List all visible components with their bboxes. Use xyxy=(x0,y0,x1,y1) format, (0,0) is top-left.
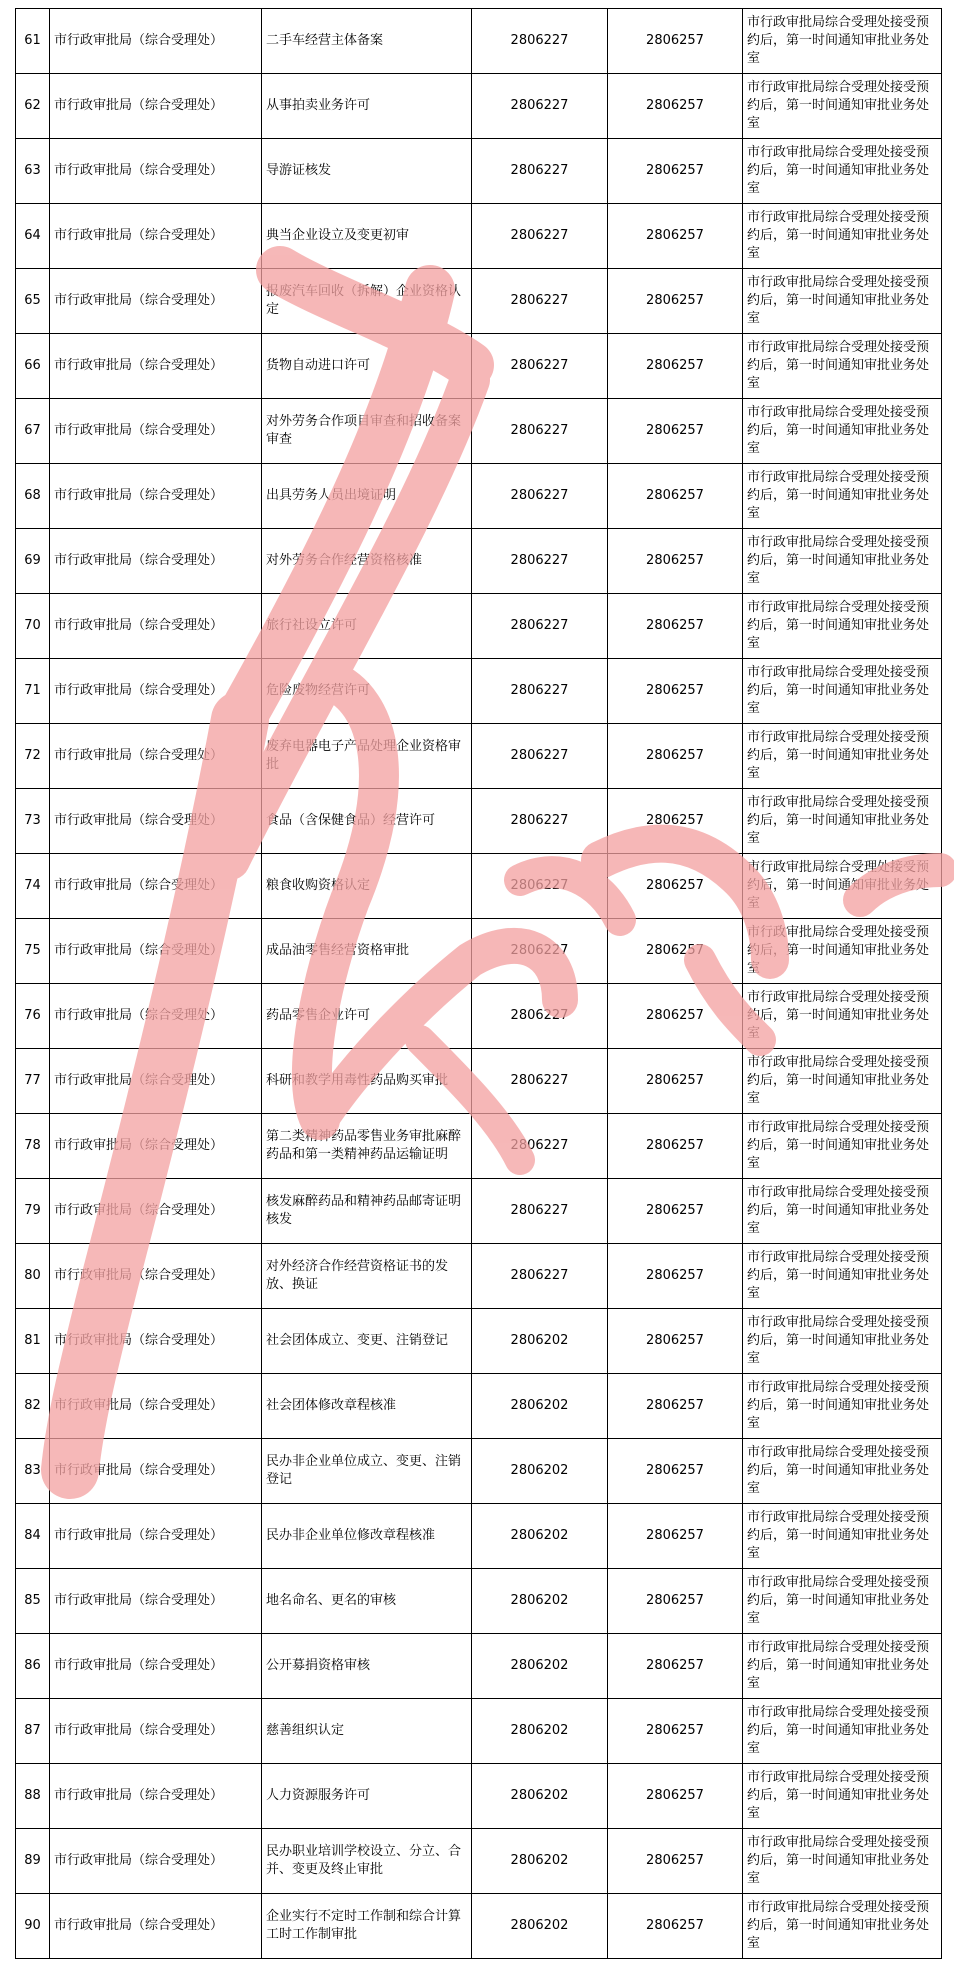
phone-cell-1: 2806227 xyxy=(472,1114,608,1179)
note-cell: 市行政审批局综合受理处接受预约后，第一时间通知审批业务处室 xyxy=(743,1374,942,1439)
phone-cell-1: 2806202 xyxy=(472,1894,608,1959)
service-item-cell: 药品零售企业许可 xyxy=(262,984,472,1049)
service-item-cell: 从事拍卖业务许可 xyxy=(262,74,472,139)
service-item-cell: 慈善组织认定 xyxy=(262,1699,472,1764)
phone-cell-2: 2806257 xyxy=(608,74,743,139)
phone-cell-1: 2806227 xyxy=(472,399,608,464)
row-number: 78 xyxy=(16,1114,50,1179)
service-item-cell: 公开募捐资格审核 xyxy=(262,1634,472,1699)
phone-cell-1: 2806202 xyxy=(472,1504,608,1569)
phone-cell-1: 2806202 xyxy=(472,1374,608,1439)
service-item-cell: 废弃电器电子产品处理企业资格审批 xyxy=(262,724,472,789)
phone-cell-1: 2806202 xyxy=(472,1309,608,1374)
note-cell: 市行政审批局综合受理处接受预约后，第一时间通知审批业务处室 xyxy=(743,1699,942,1764)
note-cell: 市行政审批局综合受理处接受预约后，第一时间通知审批业务处室 xyxy=(743,594,942,659)
department-cell: 市行政审批局（综合受理处） xyxy=(50,1699,262,1764)
phone-cell-2: 2806257 xyxy=(608,1309,743,1374)
note-cell: 市行政审批局综合受理处接受预约后，第一时间通知审批业务处室 xyxy=(743,529,942,594)
row-number: 86 xyxy=(16,1634,50,1699)
table-row xyxy=(16,1179,942,1244)
service-item-cell: 社会团体修改章程核准 xyxy=(262,1374,472,1439)
table-row xyxy=(16,659,942,724)
department-cell: 市行政审批局（综合受理处） xyxy=(50,854,262,919)
department-cell: 市行政审批局（综合受理处） xyxy=(50,529,262,594)
department-cell: 市行政审批局（综合受理处） xyxy=(50,1569,262,1634)
service-table xyxy=(15,8,942,1959)
phone-cell-2: 2806257 xyxy=(608,399,743,464)
phone-cell-1: 2806227 xyxy=(472,854,608,919)
note-cell: 市行政审批局综合受理处接受预约后，第一时间通知审批业务处室 xyxy=(743,984,942,1049)
service-item-cell: 典当企业设立及变更初审 xyxy=(262,204,472,269)
table-row xyxy=(16,1049,942,1114)
note-cell: 市行政审批局综合受理处接受预约后，第一时间通知审批业务处室 xyxy=(743,1244,942,1309)
department-cell: 市行政审批局（综合受理处） xyxy=(50,1439,262,1504)
table-row xyxy=(16,1764,942,1829)
row-number: 81 xyxy=(16,1309,50,1374)
note-cell: 市行政审批局综合受理处接受预约后，第一时间通知审批业务处室 xyxy=(743,269,942,334)
row-number: 76 xyxy=(16,984,50,1049)
department-cell: 市行政审批局（综合受理处） xyxy=(50,1894,262,1959)
row-number: 77 xyxy=(16,1049,50,1114)
note-cell: 市行政审批局综合受理处接受预约后，第一时间通知审批业务处室 xyxy=(743,1894,942,1959)
phone-cell-1: 2806202 xyxy=(472,1569,608,1634)
row-number: 82 xyxy=(16,1374,50,1439)
table-row xyxy=(16,594,942,659)
phone-cell-1: 2806227 xyxy=(472,984,608,1049)
phone-cell-1: 2806227 xyxy=(472,659,608,724)
row-number: 84 xyxy=(16,1504,50,1569)
phone-cell-1: 2806227 xyxy=(472,724,608,789)
table-row xyxy=(16,139,942,204)
table-row xyxy=(16,529,942,594)
department-cell: 市行政审批局（综合受理处） xyxy=(50,594,262,659)
phone-cell-2: 2806257 xyxy=(608,269,743,334)
phone-cell-2: 2806257 xyxy=(608,1244,743,1309)
phone-cell-1: 2806227 xyxy=(472,919,608,984)
table-row xyxy=(16,1829,942,1894)
service-item-cell: 民办非企业单位成立、变更、注销登记 xyxy=(262,1439,472,1504)
service-item-cell: 民办非企业单位修改章程核准 xyxy=(262,1504,472,1569)
table-row xyxy=(16,789,942,854)
table-row xyxy=(16,1374,942,1439)
table-row xyxy=(16,1569,942,1634)
phone-cell-1: 2806227 xyxy=(472,529,608,594)
note-cell: 市行政审批局综合受理处接受预约后，第一时间通知审批业务处室 xyxy=(743,659,942,724)
department-cell: 市行政审批局（综合受理处） xyxy=(50,399,262,464)
phone-cell-2: 2806257 xyxy=(608,204,743,269)
department-cell: 市行政审批局（综合受理处） xyxy=(50,789,262,854)
phone-cell-1: 2806227 xyxy=(472,1244,608,1309)
service-item-cell: 科研和教学用毒性药品购买审批 xyxy=(262,1049,472,1114)
service-item-cell: 成品油零售经营资格审批 xyxy=(262,919,472,984)
service-item-cell: 出具劳务人员出境证明 xyxy=(262,464,472,529)
row-number: 83 xyxy=(16,1439,50,1504)
table-row xyxy=(16,334,942,399)
phone-cell-2: 2806257 xyxy=(608,464,743,529)
phone-cell-1: 2806227 xyxy=(472,9,608,74)
table-row xyxy=(16,1634,942,1699)
department-cell: 市行政审批局（综合受理处） xyxy=(50,334,262,399)
note-cell: 市行政审批局综合受理处接受预约后，第一时间通知审批业务处室 xyxy=(743,724,942,789)
service-item-cell: 危险废物经营许可 xyxy=(262,659,472,724)
phone-cell-2: 2806257 xyxy=(608,1374,743,1439)
service-item-cell: 地名命名、更名的审核 xyxy=(262,1569,472,1634)
note-cell: 市行政审批局综合受理处接受预约后，第一时间通知审批业务处室 xyxy=(743,139,942,204)
note-cell: 市行政审批局综合受理处接受预约后，第一时间通知审批业务处室 xyxy=(743,464,942,529)
phone-cell-2: 2806257 xyxy=(608,1569,743,1634)
row-number: 66 xyxy=(16,334,50,399)
note-cell: 市行政审批局综合受理处接受预约后，第一时间通知审批业务处室 xyxy=(743,919,942,984)
department-cell: 市行政审批局（综合受理处） xyxy=(50,1829,262,1894)
phone-cell-1: 2806227 xyxy=(472,204,608,269)
phone-cell-1: 2806202 xyxy=(472,1829,608,1894)
note-cell: 市行政审批局综合受理处接受预约后，第一时间通知审批业务处室 xyxy=(743,1439,942,1504)
phone-cell-2: 2806257 xyxy=(608,1439,743,1504)
table-row xyxy=(16,1244,942,1309)
department-cell: 市行政审批局（综合受理处） xyxy=(50,724,262,789)
table-row xyxy=(16,269,942,334)
department-cell: 市行政审批局（综合受理处） xyxy=(50,919,262,984)
department-cell: 市行政审批局（综合受理处） xyxy=(50,1634,262,1699)
phone-cell-1: 2806227 xyxy=(472,334,608,399)
row-number: 63 xyxy=(16,139,50,204)
department-cell: 市行政审批局（综合受理处） xyxy=(50,1244,262,1309)
table-row xyxy=(16,204,942,269)
phone-cell-2: 2806257 xyxy=(608,984,743,1049)
row-number: 67 xyxy=(16,399,50,464)
department-cell: 市行政审批局（综合受理处） xyxy=(50,1504,262,1569)
table-row xyxy=(16,1504,942,1569)
phone-cell-1: 2806227 xyxy=(472,1179,608,1244)
phone-cell-1: 2806202 xyxy=(472,1764,608,1829)
department-cell: 市行政审批局（综合受理处） xyxy=(50,1374,262,1439)
row-number: 79 xyxy=(16,1179,50,1244)
row-number: 89 xyxy=(16,1829,50,1894)
row-number: 88 xyxy=(16,1764,50,1829)
phone-cell-2: 2806257 xyxy=(608,789,743,854)
phone-cell-2: 2806257 xyxy=(608,919,743,984)
service-item-cell: 人力资源服务许可 xyxy=(262,1764,472,1829)
note-cell: 市行政审批局综合受理处接受预约后，第一时间通知审批业务处室 xyxy=(743,1114,942,1179)
row-number: 61 xyxy=(16,9,50,74)
phone-cell-2: 2806257 xyxy=(608,1699,743,1764)
row-number: 73 xyxy=(16,789,50,854)
phone-cell-2: 2806257 xyxy=(608,594,743,659)
phone-cell-1: 2806227 xyxy=(472,74,608,139)
row-number: 72 xyxy=(16,724,50,789)
department-cell: 市行政审批局（综合受理处） xyxy=(50,269,262,334)
note-cell: 市行政审批局综合受理处接受预约后，第一时间通知审批业务处室 xyxy=(743,399,942,464)
table-row xyxy=(16,1439,942,1504)
phone-cell-2: 2806257 xyxy=(608,139,743,204)
department-cell: 市行政审批局（综合受理处） xyxy=(50,659,262,724)
service-item-cell: 对外劳务合作项目审查和招收备案审查 xyxy=(262,399,472,464)
note-cell: 市行政审批局综合受理处接受预约后，第一时间通知审批业务处室 xyxy=(743,1634,942,1699)
note-cell: 市行政审批局综合受理处接受预约后，第一时间通知审批业务处室 xyxy=(743,1049,942,1114)
table-row xyxy=(16,74,942,139)
table-row xyxy=(16,399,942,464)
phone-cell-2: 2806257 xyxy=(608,1114,743,1179)
row-number: 65 xyxy=(16,269,50,334)
department-cell: 市行政审批局（综合受理处） xyxy=(50,1309,262,1374)
note-cell: 市行政审批局综合受理处接受预约后，第一时间通知审批业务处室 xyxy=(743,1504,942,1569)
row-number: 90 xyxy=(16,1894,50,1959)
service-item-cell: 导游证核发 xyxy=(262,139,472,204)
department-cell: 市行政审批局（综合受理处） xyxy=(50,139,262,204)
phone-cell-2: 2806257 xyxy=(608,1894,743,1959)
note-cell: 市行政审批局综合受理处接受预约后，第一时间通知审批业务处室 xyxy=(743,1309,942,1374)
note-cell: 市行政审批局综合受理处接受预约后，第一时间通知审批业务处室 xyxy=(743,9,942,74)
phone-cell-2: 2806257 xyxy=(608,1504,743,1569)
phone-cell-2: 2806257 xyxy=(608,1049,743,1114)
phone-cell-1: 2806202 xyxy=(472,1699,608,1764)
service-item-cell: 社会团体成立、变更、注销登记 xyxy=(262,1309,472,1374)
phone-cell-2: 2806257 xyxy=(608,1634,743,1699)
phone-cell-1: 2806202 xyxy=(472,1439,608,1504)
phone-cell-2: 2806257 xyxy=(608,659,743,724)
table-row xyxy=(16,1309,942,1374)
department-cell: 市行政审批局（综合受理处） xyxy=(50,9,262,74)
phone-cell-2: 2806257 xyxy=(608,1829,743,1894)
table-row xyxy=(16,919,942,984)
note-cell: 市行政审批局综合受理处接受预约后，第一时间通知审批业务处室 xyxy=(743,74,942,139)
table-row xyxy=(16,724,942,789)
phone-cell-1: 2806227 xyxy=(472,139,608,204)
note-cell: 市行政审批局综合受理处接受预约后，第一时间通知审批业务处室 xyxy=(743,1829,942,1894)
row-number: 64 xyxy=(16,204,50,269)
phone-cell-2: 2806257 xyxy=(608,529,743,594)
department-cell: 市行政审批局（综合受理处） xyxy=(50,1764,262,1829)
department-cell: 市行政审批局（综合受理处） xyxy=(50,204,262,269)
note-cell: 市行政审批局综合受理处接受预约后，第一时间通知审批业务处室 xyxy=(743,204,942,269)
phone-cell-1: 2806227 xyxy=(472,464,608,529)
department-cell: 市行政审批局（综合受理处） xyxy=(50,74,262,139)
phone-cell-1: 2806227 xyxy=(472,594,608,659)
service-item-cell: 第二类精神药品零售业务审批麻醉药品和第一类精神药品运输证明 xyxy=(262,1114,472,1179)
table-row xyxy=(16,464,942,529)
note-cell: 市行政审批局综合受理处接受预约后，第一时间通知审批业务处室 xyxy=(743,789,942,854)
phone-cell-1: 2806227 xyxy=(472,789,608,854)
note-cell: 市行政审批局综合受理处接受预约后，第一时间通知审批业务处室 xyxy=(743,1569,942,1634)
service-item-cell: 核发麻醉药品和精神药品邮寄证明核发 xyxy=(262,1179,472,1244)
table-row xyxy=(16,1894,942,1959)
department-cell: 市行政审批局（综合受理处） xyxy=(50,1049,262,1114)
phone-cell-1: 2806227 xyxy=(472,269,608,334)
phone-cell-2: 2806257 xyxy=(608,1764,743,1829)
service-item-cell: 二手车经营主体备案 xyxy=(262,9,472,74)
table-row xyxy=(16,984,942,1049)
phone-cell-1: 2806227 xyxy=(472,1049,608,1114)
phone-cell-2: 2806257 xyxy=(608,1179,743,1244)
department-cell: 市行政审批局（综合受理处） xyxy=(50,464,262,529)
department-cell: 市行政审批局（综合受理处） xyxy=(50,984,262,1049)
table-row xyxy=(16,9,942,74)
service-item-cell: 货物自动进口许可 xyxy=(262,334,472,399)
department-cell: 市行政审批局（综合受理处） xyxy=(50,1114,262,1179)
row-number: 69 xyxy=(16,529,50,594)
row-number: 80 xyxy=(16,1244,50,1309)
note-cell: 市行政审批局综合受理处接受预约后，第一时间通知审批业务处室 xyxy=(743,1179,942,1244)
row-number: 62 xyxy=(16,74,50,139)
service-item-cell: 食品（含保健食品）经营许可 xyxy=(262,789,472,854)
row-number: 75 xyxy=(16,919,50,984)
row-number: 71 xyxy=(16,659,50,724)
phone-cell-1: 2806202 xyxy=(472,1634,608,1699)
note-cell: 市行政审批局综合受理处接受预约后，第一时间通知审批业务处室 xyxy=(743,854,942,919)
note-cell: 市行政审批局综合受理处接受预约后，第一时间通知审批业务处室 xyxy=(743,334,942,399)
phone-cell-2: 2806257 xyxy=(608,334,743,399)
service-item-cell: 报废汽车回收（拆解）企业资格认定 xyxy=(262,269,472,334)
row-number: 87 xyxy=(16,1699,50,1764)
phone-cell-2: 2806257 xyxy=(608,854,743,919)
table-row xyxy=(16,854,942,919)
service-item-cell: 粮食收购资格认定 xyxy=(262,854,472,919)
note-cell: 市行政审批局综合受理处接受预约后，第一时间通知审批业务处室 xyxy=(743,1764,942,1829)
row-number: 68 xyxy=(16,464,50,529)
table-row xyxy=(16,1699,942,1764)
row-number: 74 xyxy=(16,854,50,919)
department-cell: 市行政审批局（综合受理处） xyxy=(50,1179,262,1244)
row-number: 85 xyxy=(16,1569,50,1634)
service-item-cell: 对外经济合作经营资格证书的发放、换证 xyxy=(262,1244,472,1309)
service-item-cell: 企业实行不定时工作制和综合计算工时工作制审批 xyxy=(262,1894,472,1959)
row-number: 70 xyxy=(16,594,50,659)
service-item-cell: 民办职业培训学校设立、分立、合并、变更及终止审批 xyxy=(262,1829,472,1894)
phone-cell-2: 2806257 xyxy=(608,724,743,789)
table-row xyxy=(16,1114,942,1179)
service-item-cell: 旅行社设立许可 xyxy=(262,594,472,659)
phone-cell-2: 2806257 xyxy=(608,9,743,74)
service-item-cell: 对外劳务合作经营资格核准 xyxy=(262,529,472,594)
